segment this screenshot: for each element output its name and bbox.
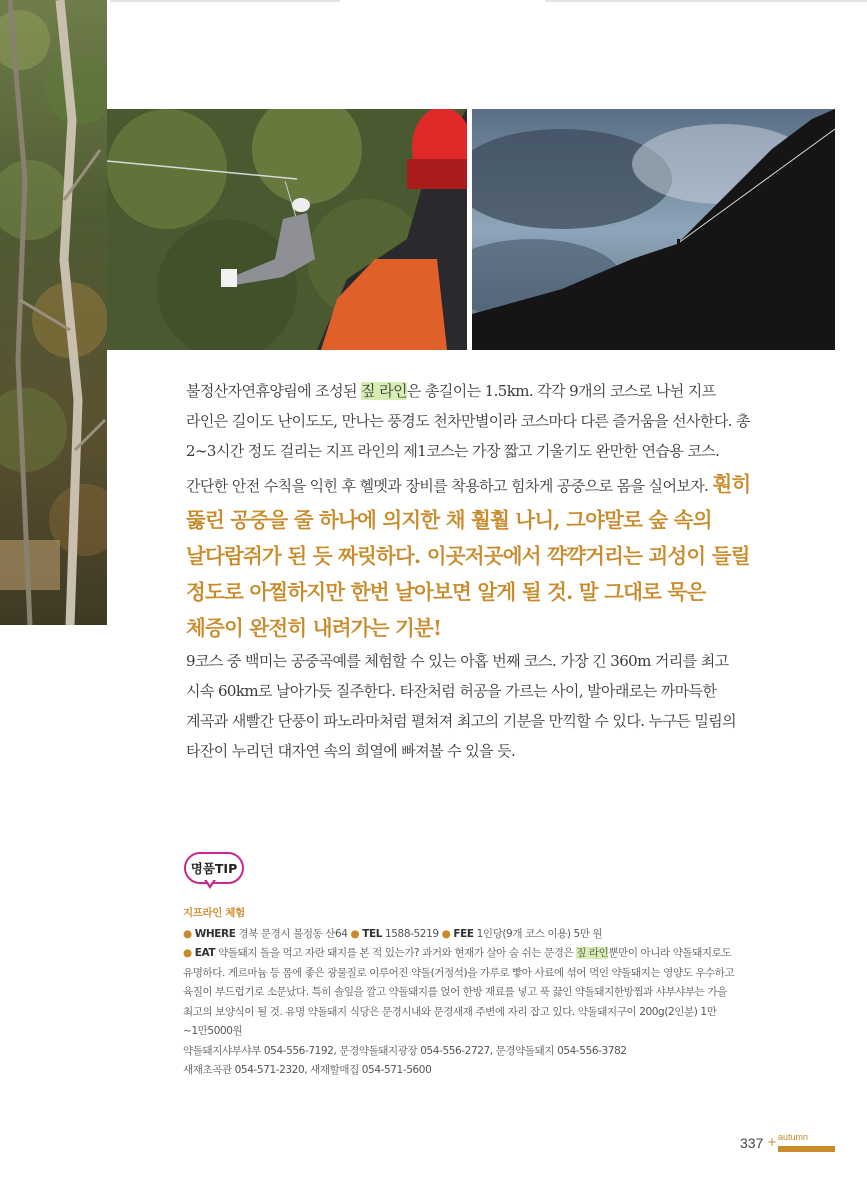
- plus-icon: +: [767, 1135, 778, 1149]
- fee-value: 1인당(9개 코스 이용) 5만 원: [476, 927, 603, 940]
- article-paragraph-1: 불정산자연휴양림에 조성된: [186, 382, 362, 400]
- bullet-icon: ●: [350, 927, 360, 940]
- eat-text-cont: 뿐만이 아니라 약돌돼지로도 유명하다. 게르마늄 등 몸에 좋은 광물질로 이루어진 약돌(거정석)을 가루로 빻아 사료에 섞어 먹인 약돌돼지는 영양도 우수하고 육질이 부드럽기로 소문났다. 특히 솔잎을 깔고 약돌돼지를 얹어 한방 재료를 넣고 푹 끓인 약돌돼지한방찜과 샤부샤부는 가을 최고의 보양식이 될 것. 유명 약돌돼지 식당은 문경시내와 문경새재 주변에 자리 잡고 있다. 약돌돼지구이 200g(2인분) 1만~1만5000원: [183, 947, 735, 1037]
- highlight-zipline: 짚 라인: [361, 382, 407, 400]
- tel-label: TEL: [362, 927, 383, 940]
- tip-badge: 명품TIP: [184, 852, 244, 884]
- zipline-rider-photo: [107, 109, 467, 350]
- restaurant-list-2: 새재초곡관 054-571-2320, 새재할매집 054-571-5600: [183, 1064, 432, 1076]
- article-body: [186, 376, 756, 766]
- where-label: WHERE: [194, 927, 236, 940]
- top-divider-right: [545, 0, 867, 2]
- eat-label: EAT: [194, 947, 216, 959]
- season-label: autumn: [778, 1132, 809, 1142]
- page-footer: [740, 1132, 835, 1156]
- tip-title: 지프라인 체험: [183, 907, 245, 919]
- pull-quote: 훤히 뚫린 공중을 줄 하나에 의지한 채 훨훨 나니, 그야말로 숲 속의 날다람쥐가 된 듯 짜릿하다. 이곳저곳에서 꺅꺅거리는 괴성이 들릴 정도로 아찔하지만 한번 날아보면 알게 될 것. 말 그대로 묵은 체증이 완전히 내려가는 기분!: [186, 472, 751, 640]
- page-number: 337: [740, 1135, 764, 1151]
- bullet-icon: ●: [183, 947, 192, 959]
- mountain-silhouette-photo: [472, 109, 835, 350]
- bullet-icon: ●: [441, 927, 451, 940]
- season-bar: [778, 1146, 835, 1152]
- tip-box: [183, 904, 743, 1081]
- top-divider-left: [110, 0, 340, 2]
- highlight-zipline-tip: 짚 라인: [576, 947, 609, 959]
- tel-value: 1588-5219: [385, 927, 439, 940]
- where-value: 경북 문경시 불정동 산64: [238, 927, 348, 940]
- restaurant-list-1: 약돌돼지샤부샤부 054-556-7192, 문경약돌돼지광장 054-556-2727, 문경약돌돼지 054-556-3782: [183, 1044, 627, 1057]
- forest-photo: [0, 0, 107, 625]
- article-paragraph-2: 9코스 중 백미는 공중곡예를 체험할 수 있는 아홉 번째 코스. 가장 긴 360m 거리를 최고 시속 60km로 날아가듯 질주한다. 타잔처럼 허공을 가르는 사이, 발아래로는 까마득한 계곡과 새빨간 단풍이 파노라마처럼 펼쳐져 최고의 기분을 만끽할 수 있다. 누구든 밀림의 타잔이 누리던 대자연 속의 희열에 빠져볼 수 있을 듯.: [186, 652, 737, 760]
- eat-text: 약돌돼지 돌을 먹고 자란 돼지를 본 적 있는가? 과거와 현재가 살아 숨 쉬는 문경은: [218, 947, 577, 959]
- bullet-icon: ●: [183, 927, 192, 940]
- fee-label: FEE: [453, 927, 474, 940]
- tip-badge-tail-inner: [206, 879, 214, 885]
- article-paragraph-1-cont: 은 총길이는 1.5km. 각각 9개의 코스로 나뉜 지프 라인은 길이도 난이도도, 만나는 풍경도 천차만별이라 코스마다 다른 즐거움을 선사한다. 총 2~3시간 정도 걸리는 지프 라인의 제1코스는 가장 짧고 기울기도 완만한 연습용 코스. 간단한 안전 수칙을 익힌 후 헬멧과 장비를 착용하고 힘차게 공중으로 몸을 실어보자.: [186, 382, 750, 495]
